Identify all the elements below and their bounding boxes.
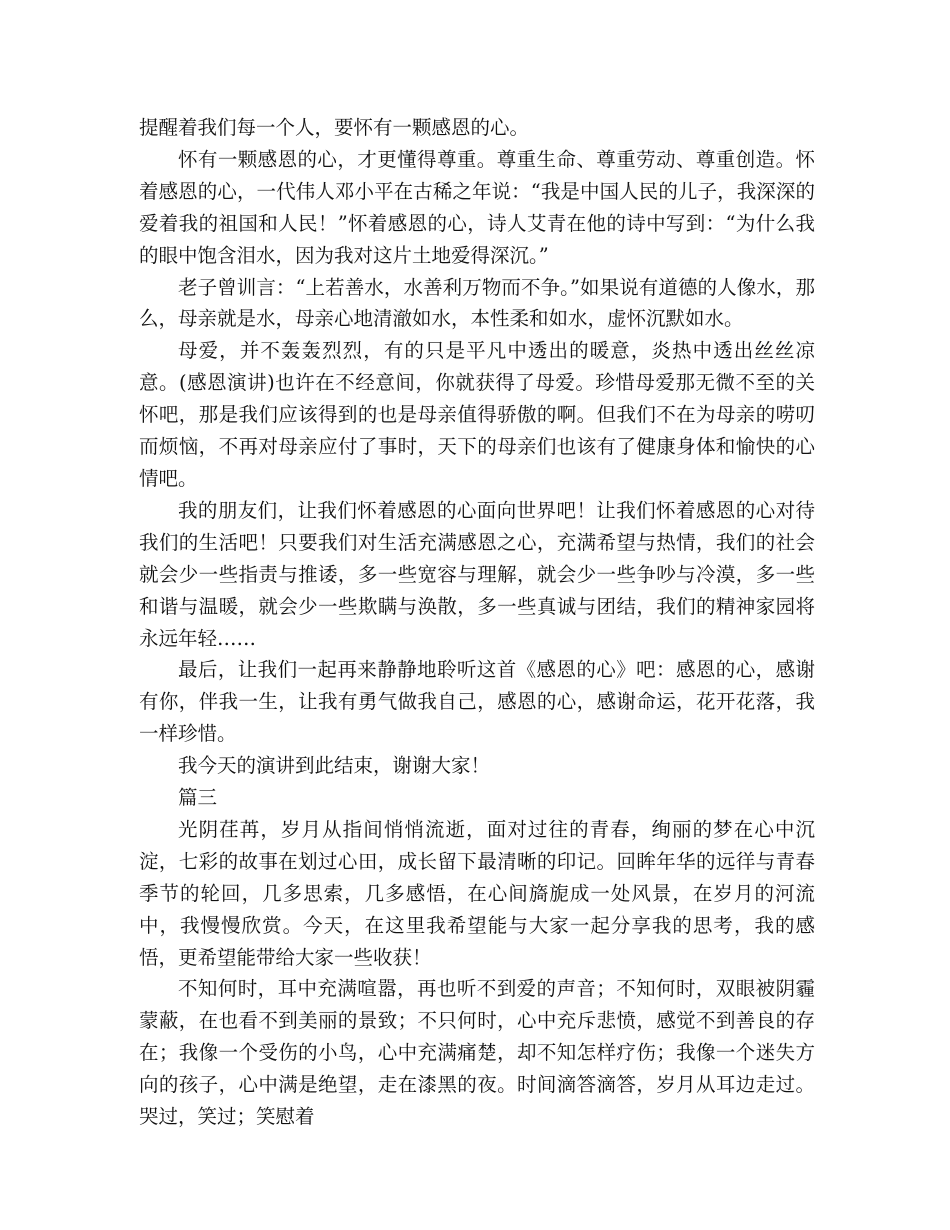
section-heading: 篇三 <box>178 786 218 810</box>
paragraph-6: 最后，让我们一起再来静静地聆听这首《感恩的心》吧：感恩的心，感谢有你，伴我一生，让我有勇气做我自己，感恩的心，感谢命运，花开花落，我一样珍惜。 <box>139 658 815 746</box>
paragraph-4: 母爱，并不轰轰烈烈，有的只是平凡中透出的暖意，炎热中透出丝丝凉意。(感恩演讲)也许在不经意间，你就获得了母爱。珍惜母爱那无微不至的关怀吧，那是我们应该得到的也是母亲值得骄傲的啊。但我们不在为母亲的唠叨而烦恼，不再对母亲应付了事时，天下的母亲们也该有了健康身体和愉快的心情吧。 <box>139 339 815 490</box>
document-body <box>139 112 815 1133</box>
paragraph-3: 老子曾训言：“上若善水，水善利万物而不争。”如果说有道德的人像水，那么，母亲就是水，母亲心地清澈如水，本性柔和如水，虚怀沉默如水。 <box>139 275 815 331</box>
paragraph-2: 怀有一颗感恩的心，才更懂得尊重。尊重生命、尊重劳动、尊重创造。怀着感恩的心，一代伟人邓小平在古稀之年说：“我是中国人民的儿子，我深深的爱着我的祖国和人民！”怀着感恩的心，诗人艾青在他的诗中写到：“为什么我的眼中饱含泪水，因为我对这片土地爱得深沉。” <box>139 147 815 267</box>
paragraph-1: 提醒着我们每一个人，要怀有一颗感恩的心。 <box>139 116 530 139</box>
paragraph-9: 不知何时，耳中充满喧嚣，再也听不到爱的声音；不知何时，双眼被阴霾蒙蔽，在也看不到美丽的景致；不只何时，心中充斥悲愤，感觉不到善良的存在；我像一个受伤的小鸟，心中充满痛楚，却不知怎样疗伤；我像一个迷失方向的孩子，心中满是绝望，走在漆黑的夜。时间滴答滴答，岁月从耳边走过。哭过，笑过；笑慰着 <box>139 977 815 1129</box>
paragraph-8: 光阴荏苒，岁月从指间悄悄流逝，面对过往的青春，绚丽的梦在心中沉淀，七彩的故事在划过心田，成长留下最清晰的印记。回眸年华的远徉与青春季节的轮回，几多思索，几多感悟，在心间旖旎成一处风景，在岁月的河流中，我慢慢欣赏。今天，在这里我希望能与大家一起分享我的思考，我的感悟，更希望能带给大家一些收获！ <box>139 817 815 969</box>
paragraph-5: 我的朋友们，让我们怀着感恩的心面向世界吧！让我们怀着感恩的心对待我们的生活吧！只要我们对生活充满感恩之心，充满希望与热情，我们的社会就会少一些指责与推诿，多一些宽容与理解，就会少一些争吵与冷漠，多一些和谐与温暖，就会少一些欺瞒与涣散，多一些真诚与团结，我们的精神家园将永远年轻…… <box>139 498 815 650</box>
paragraph-7: 我今天的演讲到此结束，谢谢大家！ <box>178 754 491 778</box>
